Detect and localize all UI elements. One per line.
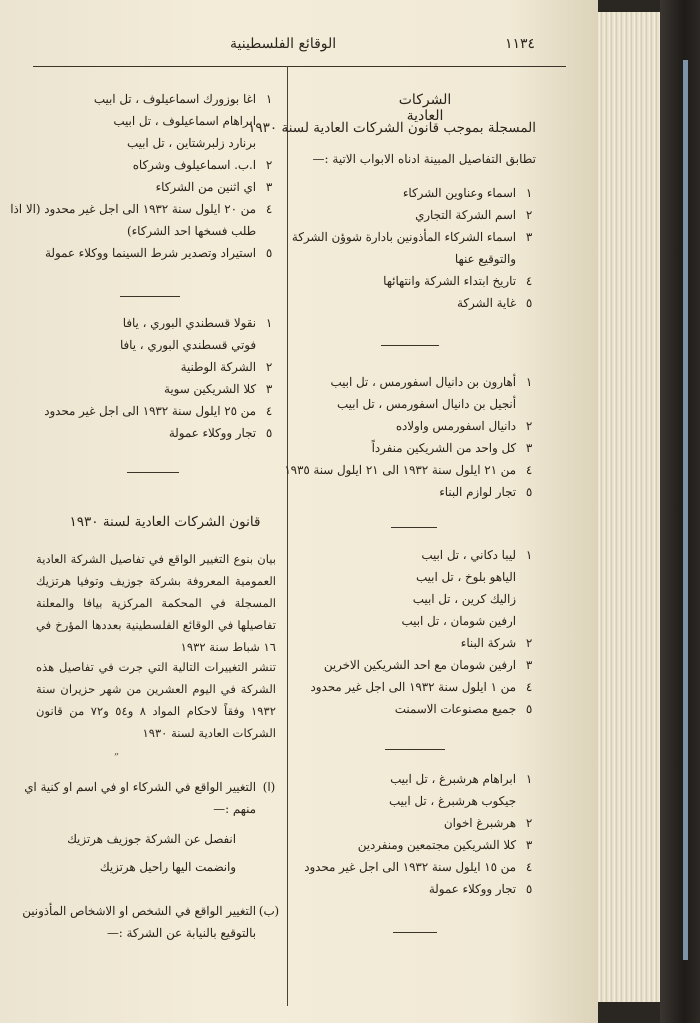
list-item [296, 248, 536, 270]
item-text: أهارون بن دانيال اسفورمس ، تل ابيب [330, 375, 516, 389]
list-item [296, 654, 536, 676]
item-number: ٤ [525, 860, 533, 874]
entry-list-d [10, 88, 276, 264]
item-text: زاليك كرين ، تل ابيب [412, 592, 516, 606]
list-item [36, 88, 276, 110]
item-number: ٥ [525, 702, 533, 716]
item-number: ٢ [525, 816, 533, 830]
item-text: الياهو بلوخ ، تل ابيب [416, 570, 516, 584]
item-text: الشركة الوطنية [180, 360, 256, 374]
list-item [36, 110, 276, 132]
separator [391, 527, 437, 528]
running-title: الوقائع الفلسطينية [230, 36, 337, 52]
item-number: ٣ [525, 230, 533, 244]
item-text: غاية الشركة [457, 296, 516, 310]
separator [120, 296, 180, 297]
separator [385, 749, 445, 750]
list-item [296, 676, 536, 698]
item-text: كلا الشريكين مجتمعين ومنفردين [357, 838, 516, 852]
item-number: ٣ [265, 180, 273, 194]
item-number: ٥ [525, 485, 533, 499]
entry-list-e [36, 312, 276, 444]
item-text: اسماء وعناوين الشركاء [402, 186, 516, 200]
change-b-label: (ب) [258, 904, 280, 918]
item-text: من ٢٠ ايلول سنة ١٩٣٢ الى اجل غير محدود (الا اذا [10, 202, 256, 216]
item-text: ارفين شومان ، تل ابيب [401, 614, 516, 628]
list-item [296, 270, 536, 292]
ink-mark: „ [114, 746, 120, 757]
item-text: دانيال اسفورمس واولاده [395, 419, 516, 433]
item-text: من ١٥ ايلول سنة ١٩٣٢ الى اجل غير محدود [304, 860, 516, 874]
item-number: ٣ [525, 838, 533, 852]
list-item [296, 790, 536, 812]
spine-edge [683, 60, 688, 960]
item-text: شركة البناء [460, 636, 516, 650]
item-text: كل واحد من الشريكين منفرداً [371, 441, 516, 455]
item-text: جميع مصنوعات الاسمنت [394, 702, 516, 716]
list-item [296, 834, 536, 856]
item-text: ابراهام هرشبرغ ، تل ابيب [390, 772, 516, 786]
list-item [36, 154, 276, 176]
item-text: استيراد وتصدير شرط السينما ووكلاء عمولة [45, 246, 256, 260]
section-intro: تطابق التفاصيل المبينة ادناه الابواب الاتية :— [312, 152, 536, 166]
list-item [36, 132, 276, 154]
item-number: ٢ [525, 636, 533, 650]
item-number: ١ [525, 772, 533, 786]
change-b-text: التغيير الواقع في الشخص او الاشخاص المأذونين [22, 904, 256, 918]
item-number: ٤ [525, 274, 533, 288]
entry-list-a [284, 371, 536, 503]
item-number: ٥ [525, 296, 533, 310]
item-text: من ٢٥ ايلول سنة ١٩٣٢ الى اجل غير محدود [44, 404, 256, 418]
change-a-detail-2: وانضمت اليها راحيل هرتزيك [99, 860, 236, 874]
change-a-text: التغيير الواقع في الشركاء او في اسم او كنية اي [24, 780, 256, 794]
list-item [296, 878, 536, 900]
change-a [24, 776, 276, 878]
column-divider [287, 66, 288, 1006]
list-item [296, 544, 536, 566]
item-text: تاريخ ابتداء الشركة وانتهائها [383, 274, 516, 288]
change-a-detail-1: انفصل عن الشركة جوزيف هرتزيك [67, 832, 236, 846]
list-item [296, 182, 536, 204]
header-rule [33, 66, 566, 67]
item-number: ٤ [525, 463, 533, 477]
list-item [296, 632, 536, 654]
list-item [296, 610, 536, 632]
entry-list-c [296, 768, 536, 900]
item-number: ٤ [265, 202, 273, 216]
item-text: اي اثنين من الشركاء [155, 180, 256, 194]
item-text: فوتي قسطندي البوري ، يافا [119, 338, 256, 352]
item-number: ٥ [525, 882, 533, 896]
item-text: طلب فسخها احد الشركاء) [127, 224, 256, 238]
item-text: جيكوب هرشبرغ ، تل ابيب [388, 794, 516, 808]
section-heading: الشركات العادية [398, 92, 452, 124]
item-text: ارفين شومان مع احد الشريكين الاخرين [323, 658, 516, 672]
change-a-label: (ا) [262, 780, 276, 794]
change-a-line [24, 776, 276, 798]
list-item [36, 312, 276, 334]
item-text: اسماء الشركاء المأذونين بادارة شوؤن الشركة [291, 230, 516, 244]
page-number: ١١٣٤ [505, 36, 536, 52]
item-number: ٢ [265, 360, 273, 374]
item-text: كلا الشريكين سوية [164, 382, 256, 396]
item-text: والتوقيع عنها [454, 252, 516, 266]
item-number: ٢ [525, 419, 533, 433]
change-a-text2: منهم :— [213, 802, 256, 816]
list-item [36, 400, 276, 422]
list-item [10, 198, 276, 220]
list-item [284, 459, 536, 481]
notice-paragraph-1: بيان بنوع التغيير الواقع في تفاصيل الشركة العادية العمومية المعروفة بشركة جوزيف وتوفيا هرتزيك المسجلة في المحكمة المركزية بيافا والمعلنة تفاصيلها في الوقائع الفلسطينية بعددها المؤرخ في ١٦ شباط سنة ١٩٣٢ [36, 552, 276, 654]
separator [127, 472, 179, 473]
item-text: تجار ووكلاء عمولة [168, 426, 256, 440]
change-b-line [22, 900, 280, 922]
separator [393, 932, 437, 933]
change-b-line [36, 922, 276, 944]
item-number: ٤ [265, 404, 273, 418]
item-number: ٢ [525, 208, 533, 222]
item-text: أنجيل بن دانيال اسفورمس ، تل ابيب [337, 397, 516, 411]
item-text: تجار لوازم البناء [439, 485, 516, 499]
separator [381, 345, 439, 346]
item-number: ٢ [265, 158, 273, 172]
list-item [296, 393, 536, 415]
legend-list [291, 182, 536, 314]
list-item [36, 422, 276, 444]
page-edges [598, 12, 660, 1002]
list-item [36, 242, 276, 264]
change-a-line [36, 856, 276, 878]
list-item [296, 698, 536, 720]
change-b [22, 900, 280, 944]
entry-list-b [296, 544, 536, 720]
notice-paragraph-2: تنشر التغييرات التالية التي جرت في تفاصيل هذه الشركة في اليوم العشرين من شهر حزيران سنة ١٩٣٢ وفقاً لاحكام المواد ٨ و٥٤ و٧٢ من قانون الشركات العادية لسنة ١٩٣٠ [36, 660, 276, 740]
item-number: ٤ [525, 680, 533, 694]
item-text: من ٢١ ايلول سنة ١٩٣٢ الى ٢١ ايلول سنة ١٩٣٥ [284, 463, 516, 477]
item-text: برنارد زلبرشتاين ، تل ابيب [126, 136, 256, 150]
book-spine [660, 0, 700, 1023]
list-item [36, 356, 276, 378]
item-text: هرشبرغ اخوان [443, 816, 516, 830]
list-item [36, 176, 276, 198]
item-number: ٥ [265, 426, 273, 440]
item-number: ١ [525, 186, 533, 200]
item-text: ا.ب. اسماعيلوف وشركاه [132, 158, 256, 172]
item-number: ١ [265, 316, 273, 330]
change-a-line [36, 828, 276, 850]
list-item [296, 856, 536, 878]
list-item [291, 226, 536, 248]
list-item [296, 292, 536, 314]
list-item [296, 204, 536, 226]
list-item [296, 415, 536, 437]
item-number: ٣ [525, 658, 533, 672]
change-b-text2: بالتوقيع بالنيابة عن الشركة :— [106, 926, 256, 940]
list-item [296, 812, 536, 834]
item-text: ابراهام اسماعيلوف ، تل ابيب [113, 114, 256, 128]
law-heading: قانون الشركات العادية لسنة ١٩٣٠ [69, 514, 261, 530]
list-item [36, 378, 276, 400]
list-item [296, 566, 536, 588]
item-number: ١ [525, 548, 533, 562]
list-item [296, 588, 536, 610]
list-item [36, 220, 276, 242]
item-text: ليبا دكاني ، تل ابيب [421, 548, 516, 562]
item-number: ١ [265, 92, 273, 106]
list-item [296, 768, 536, 790]
item-text: اسم الشركة التجاري [415, 208, 516, 222]
item-number: ٣ [525, 441, 533, 455]
item-text: اغا بوزورك اسماعيلوف ، تل ابيب [93, 92, 256, 106]
change-a-line [36, 798, 276, 820]
item-number: ٥ [265, 246, 273, 260]
list-item [36, 334, 276, 356]
list-item [296, 481, 536, 503]
item-text: نقولا قسطندي البوري ، يافا [122, 316, 256, 330]
list-item [296, 437, 536, 459]
item-text: من ١ ايلول سنة ١٩٣٢ الى اجل غير محدود [310, 680, 516, 694]
item-number: ١ [525, 375, 533, 389]
list-item [296, 371, 536, 393]
section-subheading: المسجلة بموجب قانون الشركات العادية لسنة ١٩٣٠ [248, 120, 536, 136]
item-number: ٣ [265, 382, 273, 396]
item-text: تجار ووكلاء عمولة [428, 882, 516, 896]
